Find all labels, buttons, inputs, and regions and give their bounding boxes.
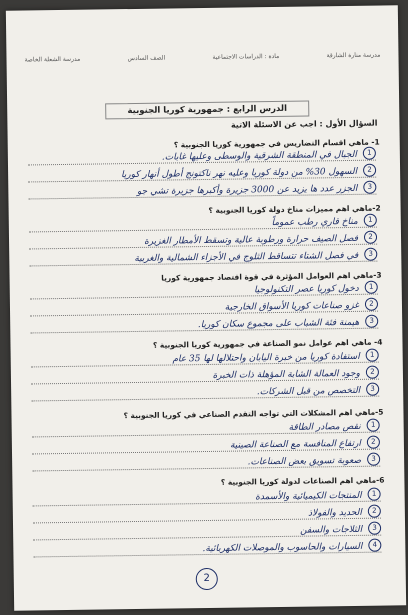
handwritten-answer: مناخ قاري رطب عموماً	[271, 216, 358, 229]
page-header	[24, 52, 380, 64]
answer-number: 2	[366, 366, 379, 379]
answer-number: 1	[363, 147, 376, 160]
answer-number: 3	[367, 453, 380, 466]
answer-number: 2	[364, 231, 377, 244]
answer-number: 3	[365, 315, 378, 328]
page-number: 2	[196, 568, 218, 590]
answer-line	[29, 247, 377, 267]
answer-line	[32, 452, 380, 472]
header-school-left: مدرسة الشعلة الخاصة	[24, 55, 81, 64]
handwritten-answer: وجود العمالة الشابة المؤهلة ذات الخبرة	[212, 368, 361, 381]
answer-number: 3	[364, 248, 377, 261]
handwritten-answer: استفادة كوريا من خبرة اليابان واحتلالها لها 35 عام	[172, 351, 360, 365]
answer-number: 3	[366, 383, 379, 396]
answer-number: 2	[363, 164, 376, 177]
handwritten-answer: هيمنة فئة الشباب على مجموع سكان كوريا.	[197, 317, 360, 331]
lesson-title: الدرس الرابع : جمهورية كوريا الجنوبية	[105, 101, 309, 120]
handwritten-answer: غزو صناعات كوريا الأسواق الخارجية	[224, 300, 360, 313]
handwritten-answer: فصل الصيف حرارة ورطوبة عالية وتسقط الأمطار الغزيرة	[144, 233, 359, 247]
answer-line	[28, 180, 376, 200]
handwritten-answer: الثلاجات والسفن	[300, 524, 363, 536]
handwritten-answer: الحديد والفولاذ	[307, 507, 362, 519]
handwritten-answer: السيارات والحاسوب والموصلات الكهربائية.	[202, 541, 363, 555]
handwritten-answer: التخصص من قبل الشركات.	[256, 385, 361, 398]
handwritten-answer: نقص مصادر الطاقة	[288, 421, 361, 433]
question-1: 1- ماهي اقسام التضاريس في جمهورية كوريا الجنوبية ؟	[173, 137, 380, 150]
answer-number: 4	[368, 539, 381, 552]
answer-number: 3	[368, 522, 381, 535]
question-6: 6-ماهي اهم الصناعات لدولة كوريا الجنوبية ؟	[220, 475, 385, 487]
handwritten-answer: السهول 30% من دولة كوريا وعليه نهر ناكتونج أطول أنهار كوريا	[121, 166, 358, 181]
handwritten-answer: الجزر عدد ها يزيد عن 3000 جزيرة وأكبرها جزيرة تشي جو	[136, 183, 358, 197]
answer-number: 2	[365, 298, 378, 311]
answer-number: 1	[365, 281, 378, 294]
handwritten-answer: الجبال في المنطقة الشرقية والوسطى وعليها غابات.	[161, 149, 357, 163]
answer-line	[33, 538, 381, 558]
header-subject: مادة : الدراسات الاجتماعية	[212, 52, 280, 61]
handwritten-answer: ارتفاع المنافسة مع الصناعة الصينية	[229, 438, 361, 451]
handwritten-answer: صعوبة تسويق بعض الصناعات.	[247, 455, 362, 468]
question-5: 5-ماهي اهم المشكلات التي تواجه التقدم الصناعي في كوريا الجنوبية ؟	[123, 407, 384, 421]
section-title: السؤال الأول : اجب عن الاسئلة الاتية	[230, 118, 378, 130]
handwritten-answer: دخول كوريا عصر التكنولوجيا	[253, 283, 359, 296]
answer-number: 1	[366, 349, 379, 362]
header-school-right: مدرسة منارة الشارقة	[326, 51, 381, 60]
answer-line	[30, 314, 378, 334]
answer-number: 1	[364, 214, 377, 227]
handwritten-answer: في فصل الشتاء تتساقط الثلوج في الأجزاء الشمالية والغربية	[134, 250, 359, 264]
answer-number: 2	[367, 436, 380, 449]
worksheet-page	[6, 5, 406, 610]
question-3: 3-ماهي اهم العوامل المؤثرة في قوة اقتصاد جمهورية كوريا	[161, 270, 382, 283]
header-grade: الصف السادس	[127, 54, 166, 63]
answer-line	[31, 382, 379, 402]
question-4: 4- ماهي اهم عوامل نمو الصناعة في جمهورية كوريا الجنوبية ؟	[152, 337, 383, 350]
answer-number: 1	[367, 419, 380, 432]
answer-number: 1	[368, 488, 381, 501]
question-2: 2-ماهي اهم مميزات مناخ دولة كوريا الجنوبية ؟	[208, 203, 381, 215]
handwritten-answer: المنتجات الكيميائية والأسمدة	[255, 490, 362, 503]
answer-number: 2	[368, 505, 381, 518]
answer-number: 3	[363, 181, 376, 194]
